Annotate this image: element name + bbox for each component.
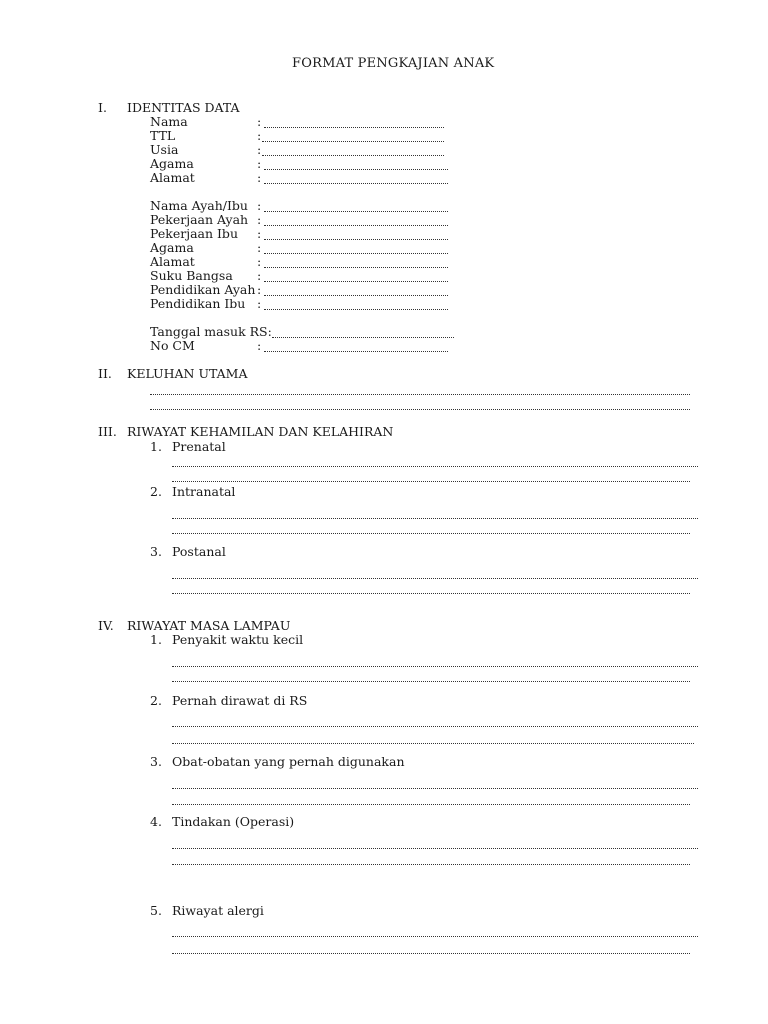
- list-number: 1.: [150, 632, 162, 647]
- blank-usia[interactable]: [262, 155, 444, 156]
- section-heading-identitas: IDENTITAS DATA: [127, 100, 240, 115]
- field-label-tanggal-masuk: Tanggal masuk RS:: [150, 324, 272, 339]
- blank-postanal-line-2[interactable]: [172, 593, 690, 594]
- field-label-no-cm: No CM: [150, 338, 195, 353]
- blank-alamat[interactable]: [264, 183, 448, 184]
- section-number: III.: [98, 424, 117, 439]
- colon: :: [257, 240, 262, 255]
- blank-keluhan-line-1[interactable]: [150, 394, 690, 395]
- blank-intranatal-line-1[interactable]: [172, 518, 698, 519]
- blank-tindakan-line-2[interactable]: [172, 864, 690, 865]
- blank-pekerjaan-ayah[interactable]: [264, 225, 448, 226]
- item-label-tindakan: Tindakan (Operasi): [172, 814, 295, 829]
- blank-postanal-line-1[interactable]: [172, 578, 698, 579]
- blank-no-cm[interactable]: [264, 351, 448, 352]
- blank-alergi-line-2[interactable]: [172, 953, 690, 954]
- field-label-pendidikan-ibu: Pendidikan Ibu: [150, 296, 246, 311]
- blank-obat-line-2[interactable]: [172, 804, 690, 805]
- field-label-usia: Usia: [150, 142, 179, 157]
- blank-tanggal-masuk[interactable]: [272, 337, 454, 338]
- list-number: 3.: [150, 754, 162, 769]
- blank-obat-line-1[interactable]: [172, 788, 698, 789]
- list-number: 3.: [150, 544, 162, 559]
- blank-pendidikan-ibu[interactable]: [264, 309, 448, 310]
- blank-intranatal-line-2[interactable]: [172, 533, 690, 534]
- blank-pekerjaan-ibu[interactable]: [264, 239, 448, 240]
- blank-ttl[interactable]: [262, 141, 444, 142]
- colon: :: [257, 254, 262, 269]
- list-number: 2.: [150, 484, 162, 499]
- blank-keluhan-line-2[interactable]: [150, 409, 690, 410]
- blank-dirawat-line-1[interactable]: [172, 726, 698, 727]
- item-label-intranatal: Intranatal: [172, 484, 236, 499]
- colon: :: [257, 142, 262, 157]
- item-label-postanal: Postanal: [172, 544, 226, 559]
- blank-alamat-ortu[interactable]: [264, 267, 448, 268]
- blank-dirawat-line-2[interactable]: [172, 743, 694, 744]
- blank-suku-bangsa[interactable]: [264, 281, 448, 282]
- field-label-suku-bangsa: Suku Bangsa: [150, 268, 233, 283]
- colon: :: [257, 198, 262, 213]
- blank-tindakan-line-1[interactable]: [172, 848, 698, 849]
- colon: :: [257, 268, 262, 283]
- blank-agama-ortu[interactable]: [264, 253, 448, 254]
- field-label-alamat-ortu: Alamat: [150, 254, 195, 269]
- list-number: 4.: [150, 814, 162, 829]
- item-label-prenatal: Prenatal: [172, 439, 226, 454]
- colon: :: [257, 170, 262, 185]
- blank-penyakit-line-1[interactable]: [172, 666, 698, 667]
- field-label-alamat: Alamat: [150, 170, 195, 185]
- item-label-obat: Obat-obatan yang pernah digunakan: [172, 754, 405, 769]
- blank-agama[interactable]: [264, 169, 448, 170]
- colon: :: [257, 114, 262, 129]
- colon: :: [257, 212, 262, 227]
- item-label-dirawat: Pernah dirawat di RS: [172, 693, 308, 708]
- field-label-nama: Nama: [150, 114, 188, 129]
- section-heading-keluhan: KELUHAN UTAMA: [127, 366, 248, 381]
- field-label-pekerjaan-ibu: Pekerjaan Ibu: [150, 226, 238, 241]
- section-heading-masa-lampau: RIWAYAT MASA LAMPAU: [127, 618, 291, 633]
- page-title: FORMAT PENGKAJIAN ANAK: [292, 56, 495, 71]
- blank-penyakit-line-2[interactable]: [172, 681, 690, 682]
- colon: :: [257, 128, 262, 143]
- field-label-pendidikan-ayah: Pendidikan Ayah: [150, 282, 256, 297]
- list-number: 2.: [150, 693, 162, 708]
- colon: :: [257, 226, 262, 241]
- section-number: II.: [98, 366, 112, 381]
- field-label-agama: Agama: [150, 156, 194, 171]
- colon: :: [257, 282, 262, 297]
- list-number: 5.: [150, 903, 162, 918]
- colon: :: [257, 296, 262, 311]
- blank-prenatal-line-2[interactable]: [172, 481, 690, 482]
- field-label-ttl: TTL: [150, 128, 176, 143]
- blank-nama-ayah-ibu[interactable]: [264, 211, 448, 212]
- blank-pendidikan-ayah[interactable]: [264, 295, 448, 296]
- section-number: IV.: [98, 618, 114, 633]
- field-label-nama-ayah-ibu: Nama Ayah/Ibu: [150, 198, 248, 213]
- section-number: I.: [98, 100, 107, 115]
- field-label-agama-ortu: Agama: [150, 240, 194, 255]
- blank-prenatal-line-1[interactable]: [172, 466, 698, 467]
- item-label-alergi: Riwayat alergi: [172, 903, 264, 918]
- blank-nama[interactable]: [264, 127, 444, 128]
- field-label-pekerjaan-ayah: Pekerjaan Ayah: [150, 212, 249, 227]
- item-label-penyakit: Penyakit waktu kecil: [172, 632, 304, 647]
- section-heading-kehamilan: RIWAYAT KEHAMILAN DAN KELAHIRAN: [127, 424, 394, 439]
- colon: :: [257, 338, 262, 353]
- colon: :: [257, 156, 262, 171]
- list-number: 1.: [150, 439, 162, 454]
- blank-alergi-line-1[interactable]: [172, 936, 698, 937]
